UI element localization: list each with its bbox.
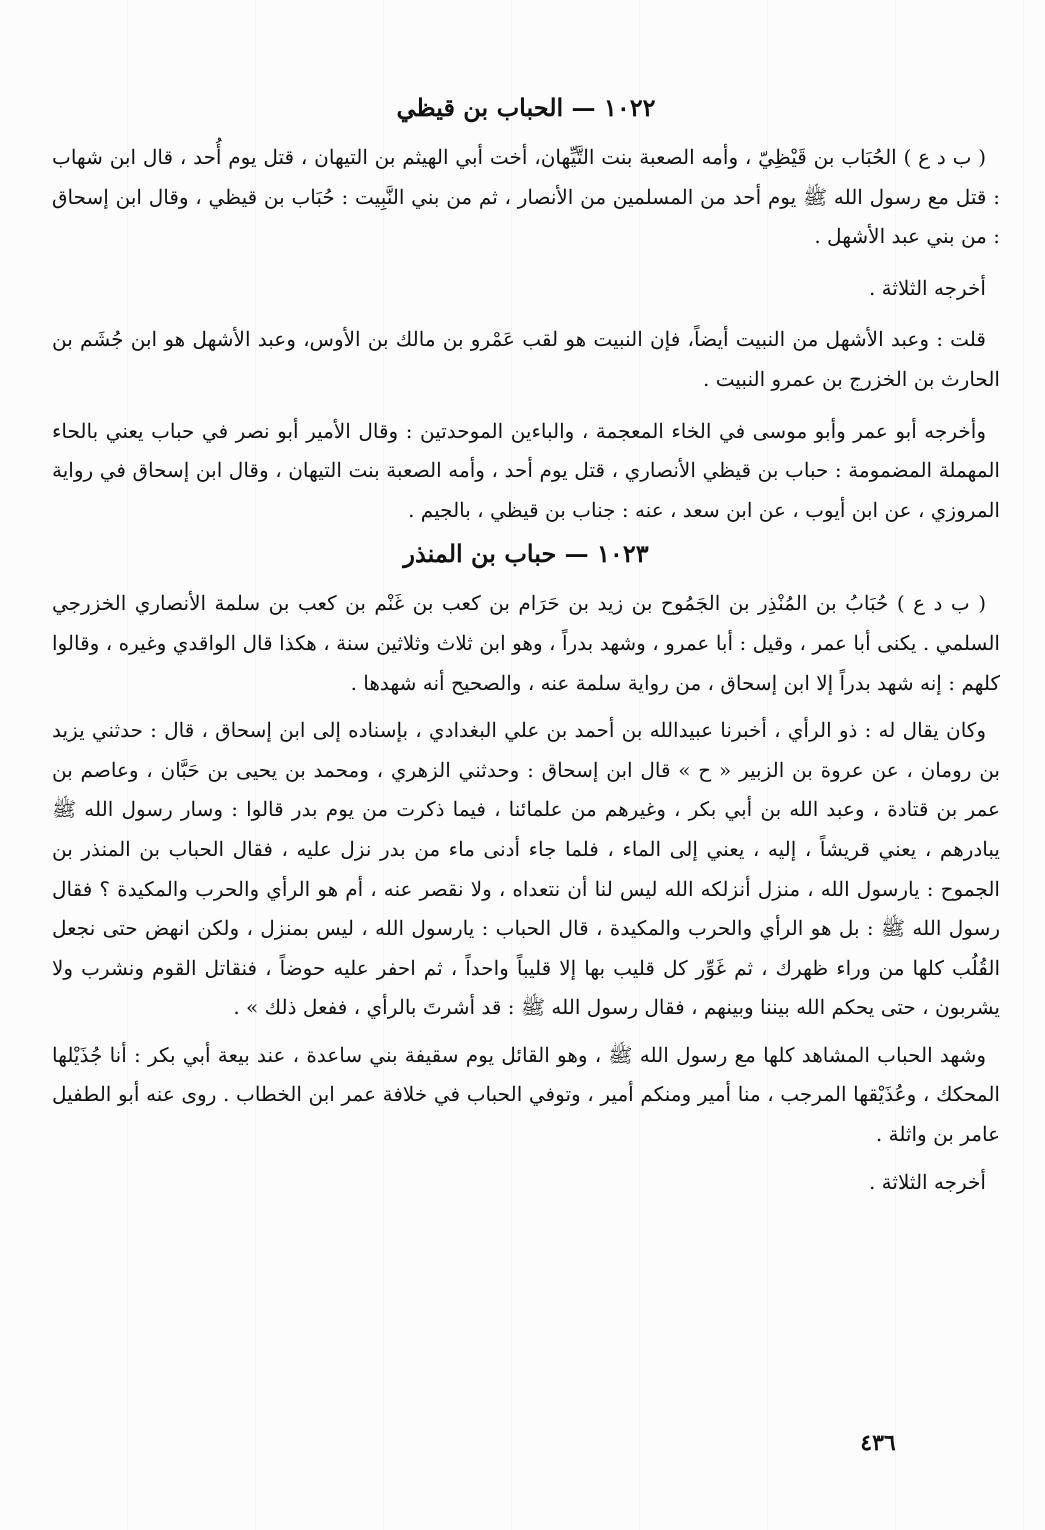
page-content — [52, 92, 1000, 1210]
entry-paragraph: وشهد الحباب المشاهد كلها مع رسول الله ﷺ ، وهو القائل يوم سقيفة بني ساعدة ، عند بيعة أبي بكر : أنا جُذَيْلها المحكك ، وعُذَيْقها المرجب ، منا أمير ومنكم أمير ، وتوفي الحباب في خلافة عمر ابن الخطاب . روى عنه أبو الطفيل عامر بن واثلة . — [52, 1042, 1000, 1147]
entry-heading: ١٠٢٣ — حباب بن المنذر — [403, 539, 649, 569]
entry-paragraph: قلت : وعبد الأشهل من النبيت أيضاً، فإن النبيت هو لقب عَمْرو بن مالك بن الأوس، وعبد الأشهل هو ابن جُشَم بن الحارث بن الخزرج بن عمرو النبيت . — [52, 327, 1000, 391]
entry-paragraph: أخرجه الثلاثة . — [868, 275, 986, 300]
entry-paragraph: وأخرجه أبو عمر وأبو موسى في الخاء المعجمة ، والباءين الموحدتين : وقال الأمير أبو نصر في حباب يعني بالحاء المهملة المضمومة : حباب بن قيظي الأنصاري ، قتل يوم أحد ، وأمه الصعبة بنت التيهان ، وقال ابن إسحاق في رواية المروزي ، عن ابن أيوب ، عن ابن سعد ، عنه : جناب بن قيظي ، بالجيم . — [52, 418, 1000, 522]
entry-paragraph: ( ب د ع ) حُبَابُ بن المُنْذِر بن الجَمُوح بن زيد بن حَرَام بن كعب بن غَنْم بن كعب بن سلمة الأنصاري الخزرجي السلمي . يكنى أبا عمر ، وقيل : أبا عمرو ، وشهد بدراً ، وهو ابن ثلاث وثلاثين سنة ، هكذا قال الواقدي وغيره ، وقالوا كلهم : إنه شهد بدراً إلا ابن إسحاق ، من رواية سلمة عنه ، والصحيح أنه شهدها . — [52, 591, 1000, 695]
entry-paragraph: وكان يقال له : ذو الرأي ، أخبرنا عبيدالله بن أحمد بن علي البغدادي ، بإسناده إلى ابن إسحاق ، قال : حدثني يزيد بن رومان ، عن عروة بن الزبير « ح » قال ابن إسحاق : وحدثني الزهري ، ومحمد بن يحيى بن حَبَّان ، وعاصم بن عمر بن قتادة ، وعبد الله بن أبي بكر ، وغيرهم من علمائنا ، فيما ذكرت من يوم بدر قالوا : وسار رسول الله ﷺ يبادرهم ، يعني قريشاً ، إليه ، يعني إلى الماء ، فلما جاء أدنى ماء من بدر نزل عليه ، فقال الحباب بن المنذر بن الجموح : يارسول الله ، منزل أنزلكه الله ليس لنا أن نتعداه ، ولا نقصر عنه ، أم هو الرأي والحرب والمكيدة ؟ فقال رسول الله ﷺ : بل هو الرأي والحرب والمكيدة ، قال الحباب : يارسول الله ، ليس بمنزل ، ولكن انهض حتى نجعل القُلُب كلها من وراء ظهرك ، ثم غَوِّر كل قليب بها إلا قليباً واحداً ، ثم احفر عليه حوضاً ، فنقاتل القوم ونشرب ولا يشربون ، حتى يحكم الله بيننا وبينهم ، فقال رسول الله ﷺ : قد أشرتَ بالرأي ، ففعل ذلك » . — [52, 718, 1000, 1020]
entry-1023 — [52, 538, 1000, 1202]
entry-paragraph: أخرجه الثلاثة . — [868, 1169, 986, 1194]
entry-heading: ١٠٢٢ — الحباب بن قيظي — [396, 93, 656, 122]
entry-paragraph: ( ب د ع ) الحُبَاب بن قَيْظِيّ ، وأمه الصعبة بنت التَّيِّهان، أخت أبي الهيثم بن التيهان ، قتل يوم أُحد ، قال ابن شهاب : قتل مع رسول الله ﷺ يوم أحد من المسلمين من الأنصار ، ثم من بني النَّبِيت : حُبَاب بن قيظي ، وقال ابن إسحاق : من بني عبد الأشهل . — [52, 145, 1000, 249]
entry-1022 — [52, 92, 1000, 530]
page-number: ٤٣٦ — [860, 1430, 896, 1456]
